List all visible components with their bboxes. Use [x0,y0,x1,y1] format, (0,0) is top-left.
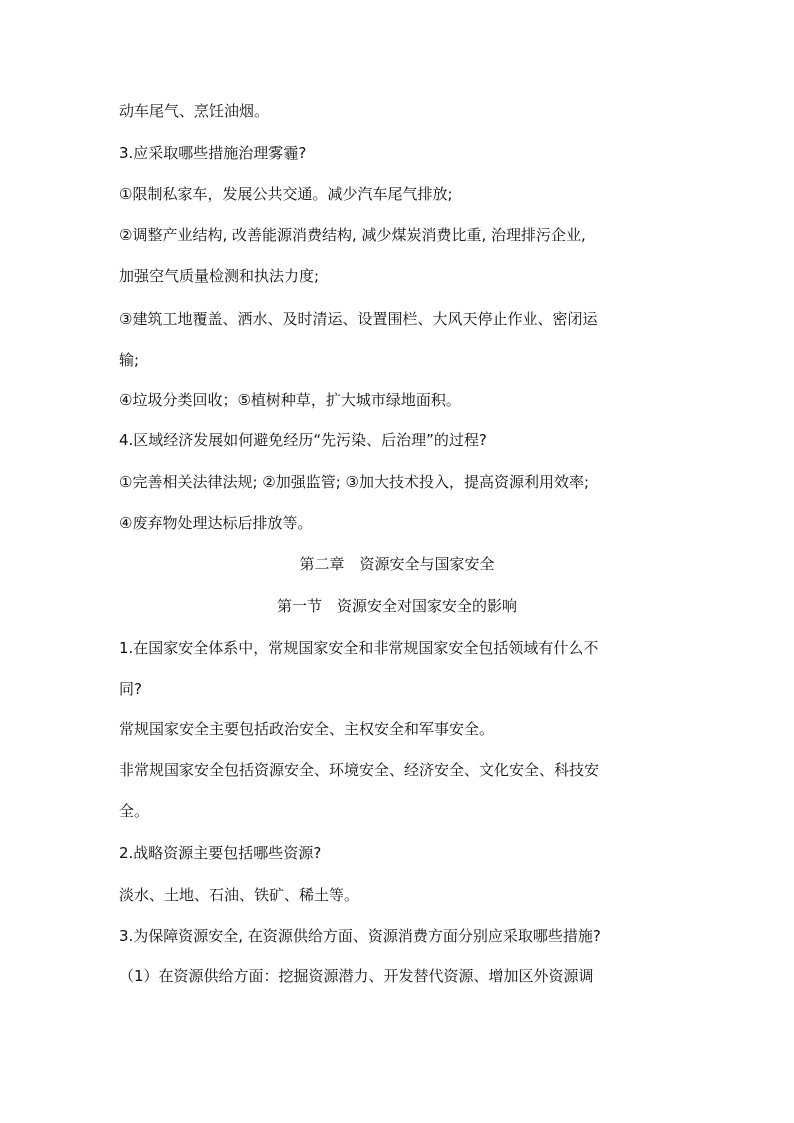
body-line: ②调整产业结构, 改善能源消费结构, 减少煤炭消费比重, 治理排污企业, [119,226,586,244]
question-3-heading: 3.应采取哪些措施治理雾霾? [119,144,307,162]
body-line: ①完善相关法律法规; ②加强监管; ③加大技术投入，提高资源利用效率; [119,473,590,491]
body-line: ④废弃物处理达标后排放等。 [119,514,313,532]
body-line: （1）在资源供给方面：挖掘资源潜力、开发替代资源、增加区外资源调 [119,967,594,985]
section-title: 第一节 资源安全对国家安全的影响 [276,597,517,615]
body-line: 非常规国家安全包括资源安全、环境安全、经济安全、文化安全、科技安 [119,761,600,779]
body-line: ①限制私家车，发展公共交通。减少汽车尾气排放; [119,185,453,203]
body-line: 全。 [119,802,150,820]
body-line: 常规国家安全主要包括政治安全、主权安全和军事安全。 [119,720,495,738]
question-2-heading: 2.战略资源主要包括哪些资源? [119,844,322,862]
question-1-heading: 1.在国家安全体系中，常规国家安全和非常规国家安全包括领域有什么不 [119,639,599,657]
question-3-heading: 3.为保障资源安全, 在资源供给方面、资源消费方面分别应采取哪些措施? [119,927,601,945]
body-line: ③建筑工地覆盖、洒水、及时清运、设置围栏、大风天停止作业、密闭运 [119,310,598,328]
body-line: 同? [119,680,142,698]
question-4-heading: 4.区域经济发展如何避免经历“先污染、后治理”的过程? [119,431,487,449]
chapter-title: 第二章 资源安全与国家安全 [299,555,495,573]
body-line: 淡水、土地、石油、铁矿、稀土等。 [119,886,360,904]
body-line: 动车尾气、烹饪油烟。 [119,102,270,120]
body-line: ④垃圾分类回收；⑤植树种草，扩大城市绿地面积。 [119,391,461,409]
body-line: 加强空气质量检测和执法力度; [119,267,320,285]
body-line: 输; [119,351,140,369]
